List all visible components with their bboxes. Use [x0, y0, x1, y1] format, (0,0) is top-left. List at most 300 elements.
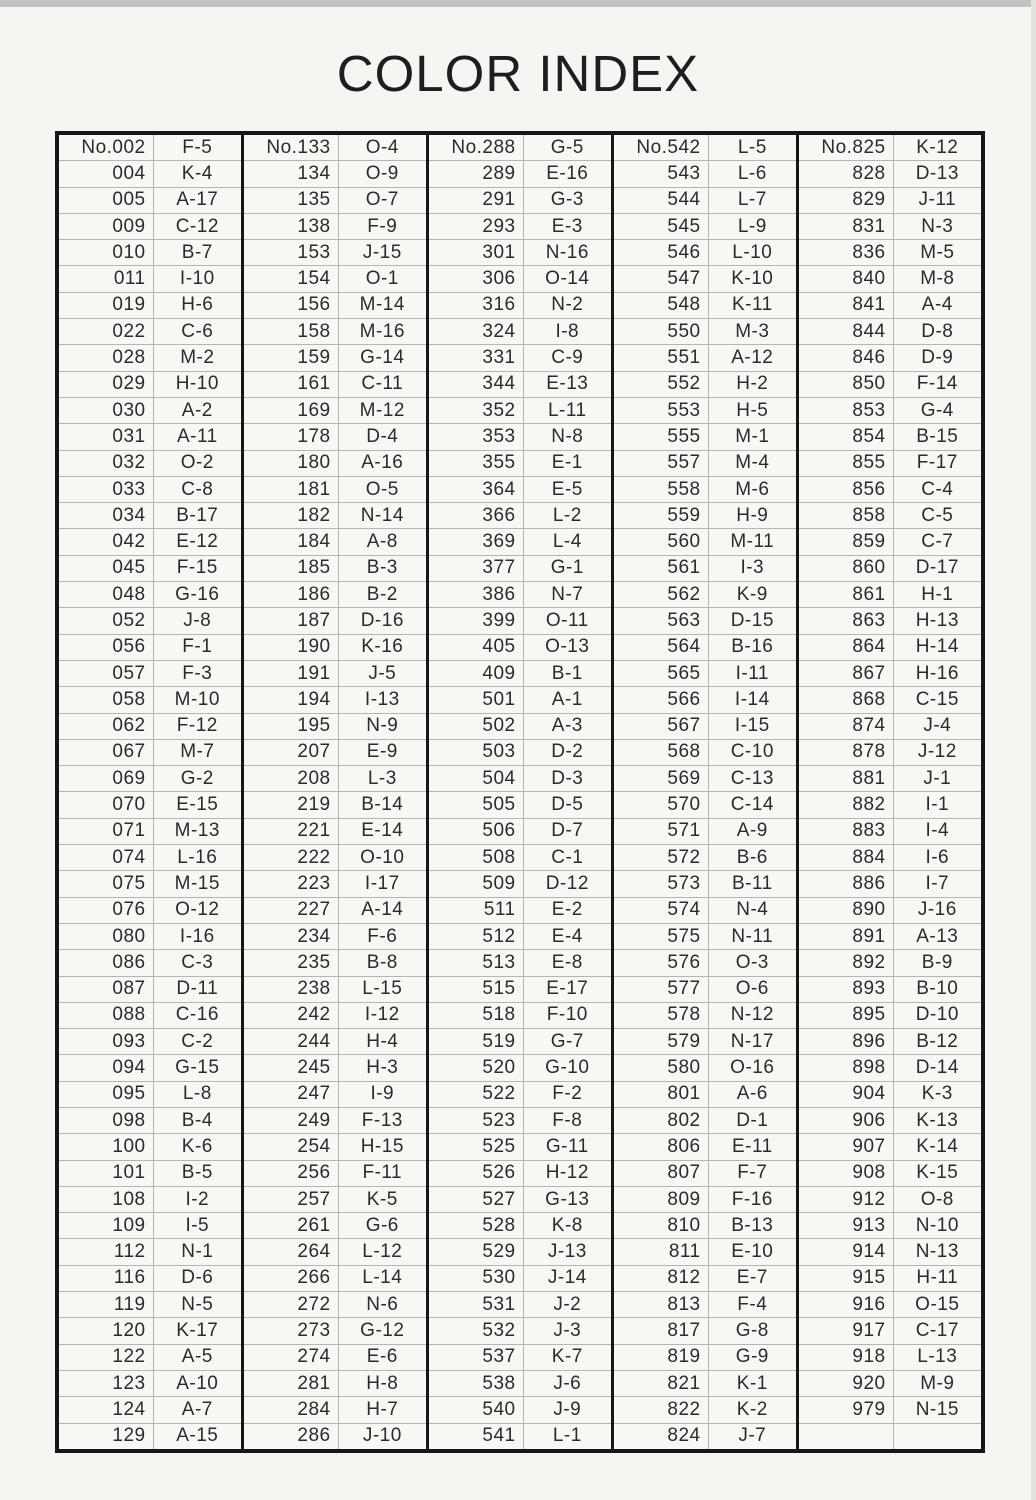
- color-code-cell: N-9: [366, 715, 399, 737]
- table-row: [614, 1055, 796, 1081]
- table-row: [429, 898, 611, 924]
- table-row: [799, 845, 981, 871]
- table-row: [244, 529, 426, 555]
- color-code-cell: F-13: [361, 1109, 403, 1131]
- color-number-cell: 208: [244, 766, 339, 791]
- color-number-cell: 890: [799, 898, 894, 923]
- color-number-cell: 564: [614, 635, 709, 660]
- table-row: [429, 740, 611, 766]
- color-number-cell: 086: [59, 950, 154, 975]
- table-row: [429, 135, 611, 161]
- color-code-cell: G-13: [545, 1188, 590, 1210]
- table-row: [59, 1239, 241, 1265]
- color-number-cell: 801: [614, 1082, 709, 1107]
- table-row: [429, 1213, 611, 1239]
- table-row: [244, 740, 426, 766]
- table-row: [614, 1082, 796, 1108]
- table-row: [429, 529, 611, 555]
- table-row: [429, 924, 611, 950]
- color-number-cell: 548: [614, 293, 709, 318]
- color-code-cell: A-4: [921, 294, 953, 316]
- color-number-cell: 409: [429, 661, 524, 686]
- table-row: [244, 1003, 426, 1029]
- table-row: [429, 1029, 611, 1055]
- color-number-cell: 853: [799, 398, 894, 423]
- table-row: [59, 135, 241, 161]
- table-row: [614, 924, 796, 950]
- table-row: [59, 1055, 241, 1081]
- color-number-cell: 501: [429, 687, 524, 712]
- table-row: [244, 161, 426, 187]
- table-row: [614, 792, 796, 818]
- table-row: [429, 687, 611, 713]
- table-row: [244, 451, 426, 477]
- color-number-cell: 119: [59, 1292, 154, 1317]
- color-number-cell: 109: [59, 1213, 154, 1238]
- color-code-cell: G-6: [365, 1214, 399, 1236]
- color-code-cell: O-1: [365, 268, 399, 290]
- color-number-cell: 194: [244, 687, 339, 712]
- color-number-cell: 882: [799, 792, 894, 817]
- table-row: [59, 240, 241, 266]
- color-code-cell: L-9: [737, 215, 767, 237]
- color-number-cell: 331: [429, 345, 524, 370]
- color-code-cell: J-10: [362, 1425, 402, 1447]
- color-code-cell: A-15: [176, 1425, 219, 1447]
- color-code-cell: O-14: [545, 268, 590, 290]
- color-number-cell: 878: [799, 740, 894, 765]
- table-row: [614, 1424, 796, 1449]
- table-row: [614, 529, 796, 555]
- color-number-cell: 912: [799, 1187, 894, 1212]
- color-number-cell: 570: [614, 792, 709, 817]
- color-number-cell: 022: [59, 319, 154, 344]
- table-row: [59, 687, 241, 713]
- color-code-cell: I-13: [364, 688, 400, 710]
- color-code-cell: F-5: [182, 136, 213, 158]
- color-number-cell: 158: [244, 319, 339, 344]
- color-number-cell: 532: [429, 1318, 524, 1343]
- color-code-cell: M-4: [735, 452, 770, 474]
- table-row: [614, 1318, 796, 1344]
- color-code-cell: C-14: [730, 794, 774, 816]
- color-code-cell: N-17: [730, 1030, 774, 1052]
- table-row: [59, 345, 241, 371]
- color-code-cell: N-4: [736, 899, 769, 921]
- table-row: [799, 871, 981, 897]
- color-number-cell: 860: [799, 556, 894, 581]
- color-number-cell: 810: [614, 1213, 709, 1238]
- color-code-cell: D-16: [360, 609, 404, 631]
- color-code-cell: J-8: [183, 609, 212, 631]
- color-number-cell: 034: [59, 503, 154, 528]
- color-code-cell: K-13: [916, 1109, 959, 1131]
- color-number-cell: 272: [244, 1292, 339, 1317]
- color-code-cell: J-1: [923, 767, 952, 789]
- table-row: [799, 1345, 981, 1371]
- table-row: [799, 714, 981, 740]
- color-code-cell: G-14: [360, 347, 405, 369]
- table-row: [614, 608, 796, 634]
- color-code-cell: J-4: [923, 715, 952, 737]
- color-code-cell: C-6: [181, 320, 214, 342]
- table-row: [799, 608, 981, 634]
- color-number-cell: 045: [59, 556, 154, 581]
- table-row: [244, 424, 426, 450]
- color-code-cell: B-17: [176, 504, 219, 526]
- color-number-cell: 301: [429, 240, 524, 265]
- color-number-cell: 238: [244, 977, 339, 1002]
- table-row: [429, 398, 611, 424]
- color-number-cell: No.002: [59, 135, 154, 160]
- color-code-cell: M-6: [735, 478, 770, 500]
- table-row: [614, 766, 796, 792]
- table-row: [59, 1371, 241, 1397]
- color-code-cell: D-10: [915, 1004, 959, 1026]
- table-row: [244, 1266, 426, 1292]
- table-row: [429, 1108, 611, 1134]
- color-number-cell: 032: [59, 451, 154, 476]
- table-row: [244, 1318, 426, 1344]
- table-row: [614, 1266, 796, 1292]
- color-number-cell: 530: [429, 1266, 524, 1291]
- table-row: [429, 424, 611, 450]
- table-row: [244, 819, 426, 845]
- table-row: [59, 924, 241, 950]
- color-code-cell: J-7: [738, 1425, 767, 1447]
- color-number-cell: 859: [799, 529, 894, 554]
- color-number-cell: 836: [799, 240, 894, 265]
- color-number-cell: 074: [59, 845, 154, 870]
- color-code-cell: K-12: [916, 136, 959, 158]
- color-number-cell: 057: [59, 661, 154, 686]
- color-code-cell: C-4: [921, 478, 954, 500]
- table-row: [244, 477, 426, 503]
- color-number-cell: 120: [59, 1318, 154, 1343]
- table-row: [429, 1371, 611, 1397]
- color-code-cell: E-10: [731, 1241, 774, 1263]
- table-row: [614, 1134, 796, 1160]
- color-number-cell: 266: [244, 1266, 339, 1291]
- color-number-cell: 811: [614, 1239, 709, 1264]
- color-number-cell: 906: [799, 1108, 894, 1133]
- color-code-cell: B-3: [366, 557, 398, 579]
- table-row: [59, 1161, 241, 1187]
- table-row: [429, 1292, 611, 1318]
- color-number-cell: 324: [429, 319, 524, 344]
- color-number-cell: 809: [614, 1187, 709, 1212]
- table-row: [614, 135, 796, 161]
- color-number-cell: 159: [244, 345, 339, 370]
- color-number-cell: 223: [244, 871, 339, 896]
- color-code-cell: G-10: [545, 1057, 590, 1079]
- color-number-cell: 184: [244, 529, 339, 554]
- color-code-cell: K-3: [921, 1083, 953, 1105]
- table-row: [429, 845, 611, 871]
- table-row: [429, 1318, 611, 1344]
- table-row: [614, 1292, 796, 1318]
- color-code-cell: H-14: [915, 636, 959, 658]
- table-row: [244, 293, 426, 319]
- table-row: [244, 1161, 426, 1187]
- color-number-cell: 559: [614, 503, 709, 528]
- color-code-cell: M-8: [920, 268, 955, 290]
- color-number-cell: 518: [429, 1003, 524, 1028]
- color-code-cell: N-7: [551, 583, 584, 605]
- color-number-cell: 116: [59, 1266, 154, 1291]
- table-row: [429, 319, 611, 345]
- table-row: [59, 188, 241, 214]
- table-row: [244, 977, 426, 1003]
- color-number-cell: 867: [799, 661, 894, 686]
- color-code-cell: O-13: [545, 636, 590, 658]
- color-code-cell: N-1: [181, 1241, 214, 1263]
- color-code-cell: M-5: [920, 241, 955, 263]
- table-row: [799, 503, 981, 529]
- color-code-cell: M-7: [180, 741, 215, 763]
- color-code-cell: I-4: [925, 820, 950, 842]
- table-row: [614, 635, 796, 661]
- color-number-cell: 087: [59, 977, 154, 1002]
- table-row: [799, 924, 981, 950]
- table-row: [429, 871, 611, 897]
- color-number-cell: 904: [799, 1082, 894, 1107]
- color-code-cell: E-16: [546, 162, 589, 184]
- color-code-cell: L-12: [362, 1241, 403, 1263]
- color-code-cell: D-13: [915, 162, 959, 184]
- color-number-cell: 377: [429, 556, 524, 581]
- table-row: [429, 372, 611, 398]
- color-code-cell: F-4: [737, 1293, 768, 1315]
- table-row: [244, 608, 426, 634]
- color-number-cell: 245: [244, 1055, 339, 1080]
- color-number-cell: 562: [614, 582, 709, 607]
- color-number-cell: 031: [59, 424, 154, 449]
- table-row: [614, 898, 796, 924]
- table-row: [429, 214, 611, 240]
- table-row: [59, 1082, 241, 1108]
- color-number-cell: 352: [429, 398, 524, 423]
- color-code-cell: J-15: [362, 241, 402, 263]
- color-number-cell: 551: [614, 345, 709, 370]
- color-number-cell: 178: [244, 424, 339, 449]
- color-number-cell: 883: [799, 819, 894, 844]
- color-code-cell: I-7: [925, 872, 950, 894]
- color-code-cell: C-13: [730, 767, 774, 789]
- table-row: [429, 714, 611, 740]
- table-row: [429, 161, 611, 187]
- color-number-cell: 855: [799, 451, 894, 476]
- color-code-cell: D-2: [551, 741, 584, 763]
- color-number-cell: 058: [59, 687, 154, 712]
- color-number-cell: 227: [244, 898, 339, 923]
- table-row: [799, 345, 981, 371]
- color-number-cell: 264: [244, 1239, 339, 1264]
- table-row: [799, 1292, 981, 1318]
- table-row: [59, 608, 241, 634]
- color-number-cell: 858: [799, 503, 894, 528]
- color-number-cell: 578: [614, 1003, 709, 1028]
- table-row: [244, 1082, 426, 1108]
- table-row: [614, 556, 796, 582]
- color-number-cell: 100: [59, 1134, 154, 1159]
- table-row: [244, 556, 426, 582]
- color-number-cell: 009: [59, 214, 154, 239]
- color-code-cell: L-5: [737, 136, 767, 158]
- color-number-cell: 123: [59, 1371, 154, 1396]
- table-row: [799, 451, 981, 477]
- color-code-cell: N-3: [921, 215, 954, 237]
- table-row: [244, 582, 426, 608]
- table-row: [59, 1187, 241, 1213]
- table-row: [59, 819, 241, 845]
- color-code-cell: D-12: [545, 872, 589, 894]
- color-code-cell: H-2: [736, 373, 769, 395]
- table-row: [244, 319, 426, 345]
- table-row: [244, 1187, 426, 1213]
- table-row: [429, 608, 611, 634]
- color-code-cell: I-15: [734, 715, 770, 737]
- color-code-cell: M-2: [180, 347, 215, 369]
- color-code-cell: J-2: [553, 1293, 582, 1315]
- table-row: [429, 819, 611, 845]
- color-code-cell: K-17: [176, 1320, 219, 1341]
- color-code-cell: G-2: [180, 767, 214, 789]
- color-code-cell: A-2: [181, 399, 213, 421]
- color-number-cell: 555: [614, 424, 709, 449]
- color-number-cell: 891: [799, 924, 894, 949]
- color-code-cell: I-8: [555, 320, 580, 342]
- table-row: [244, 687, 426, 713]
- color-number-cell: 893: [799, 977, 894, 1002]
- table-row: [799, 135, 981, 161]
- color-number-cell: 506: [429, 819, 524, 844]
- table-row: [429, 1239, 611, 1265]
- table-row: [59, 1397, 241, 1423]
- color-number-cell: 033: [59, 477, 154, 502]
- color-code-cell: N-16: [545, 241, 589, 263]
- color-code-cell: A-13: [916, 925, 959, 947]
- color-code-cell: E-15: [176, 794, 219, 816]
- color-number-cell: 856: [799, 477, 894, 502]
- color-number-cell: 286: [244, 1424, 339, 1449]
- color-code-cell: F-15: [176, 557, 218, 579]
- color-number-cell: 529: [429, 1239, 524, 1264]
- color-number-cell: 565: [614, 661, 709, 686]
- color-number-cell: 098: [59, 1108, 154, 1133]
- color-code-cell: M-15: [174, 872, 220, 894]
- color-number-cell: 821: [614, 1371, 709, 1396]
- color-code-cell: G-11: [545, 1135, 589, 1157]
- color-number-cell: 874: [799, 714, 894, 739]
- color-number-cell: 355: [429, 451, 524, 476]
- scan-edge-top: [0, 0, 1036, 7]
- color-code-cell: L-13: [917, 1346, 958, 1368]
- color-code-cell: C-17: [915, 1320, 959, 1341]
- color-code-cell: B-9: [921, 951, 953, 973]
- color-code-cell: B-11: [731, 872, 773, 894]
- color-number-cell: 550: [614, 319, 709, 344]
- color-number-cell: 076: [59, 898, 154, 923]
- color-number-cell: 256: [244, 1161, 339, 1186]
- table-row: [59, 1003, 241, 1029]
- table-row: [59, 293, 241, 319]
- color-code-cell: N-14: [360, 504, 404, 526]
- table-row: [244, 1239, 426, 1265]
- color-number-cell: 071: [59, 819, 154, 844]
- color-number-cell: 138: [244, 214, 339, 239]
- color-number-cell: 069: [59, 766, 154, 791]
- color-code-cell: H-13: [915, 609, 959, 631]
- color-number-cell: 520: [429, 1055, 524, 1080]
- table-row: [59, 898, 241, 924]
- table-row: [799, 556, 981, 582]
- table-row: [614, 1161, 796, 1187]
- color-code-cell: H-7: [366, 1398, 399, 1420]
- color-code-cell: O-6: [735, 978, 769, 1000]
- table-row: [59, 792, 241, 818]
- color-number-cell: 545: [614, 214, 709, 239]
- color-number-cell: 291: [429, 188, 524, 213]
- table-row: [614, 1003, 796, 1029]
- table-row: [244, 266, 426, 292]
- color-number-cell: 806: [614, 1134, 709, 1159]
- color-number-cell: 399: [429, 608, 524, 633]
- table-row: [244, 372, 426, 398]
- color-code-cell: H-6: [181, 294, 214, 316]
- color-number-cell: 541: [429, 1424, 524, 1449]
- color-code-cell: N-12: [730, 1004, 774, 1026]
- color-code-cell: G-15: [175, 1057, 220, 1079]
- color-number-cell: 831: [799, 214, 894, 239]
- color-number-cell: 846: [799, 345, 894, 370]
- table-row: [244, 240, 426, 266]
- color-code-cell: C-7: [921, 531, 954, 553]
- table-row: [244, 135, 426, 161]
- table-row: [244, 792, 426, 818]
- color-number-cell: No.133: [244, 135, 339, 160]
- color-number-cell: 112: [59, 1239, 154, 1264]
- color-number-cell: 122: [59, 1345, 154, 1370]
- table-row: [799, 898, 981, 924]
- color-number-cell: 569: [614, 766, 709, 791]
- color-number-cell: 186: [244, 582, 339, 607]
- color-code-cell: A-17: [176, 189, 219, 211]
- color-number-cell: 864: [799, 635, 894, 660]
- color-code-cell: K-14: [916, 1135, 959, 1157]
- color-number-cell: 844: [799, 319, 894, 344]
- color-number-cell: 512: [429, 924, 524, 949]
- color-code-cell: O-12: [175, 899, 220, 921]
- column-group-5: [796, 135, 981, 1449]
- color-code-cell: J-6: [553, 1372, 582, 1394]
- table-row: [59, 1424, 241, 1449]
- table-row: [429, 293, 611, 319]
- table-row: [614, 240, 796, 266]
- table-row: [614, 293, 796, 319]
- table-row: [799, 214, 981, 240]
- color-code-cell: L-3: [367, 767, 397, 789]
- color-number-cell: 075: [59, 871, 154, 896]
- color-code-cell: G-9: [735, 1346, 769, 1368]
- color-code-cell: K-6: [181, 1135, 213, 1157]
- color-code-cell: L-14: [362, 1267, 403, 1289]
- table-row: [244, 661, 426, 687]
- color-number-cell: 028: [59, 345, 154, 370]
- table-row: [429, 766, 611, 792]
- color-code-cell: G-5: [550, 136, 584, 158]
- color-number-cell: 306: [429, 266, 524, 291]
